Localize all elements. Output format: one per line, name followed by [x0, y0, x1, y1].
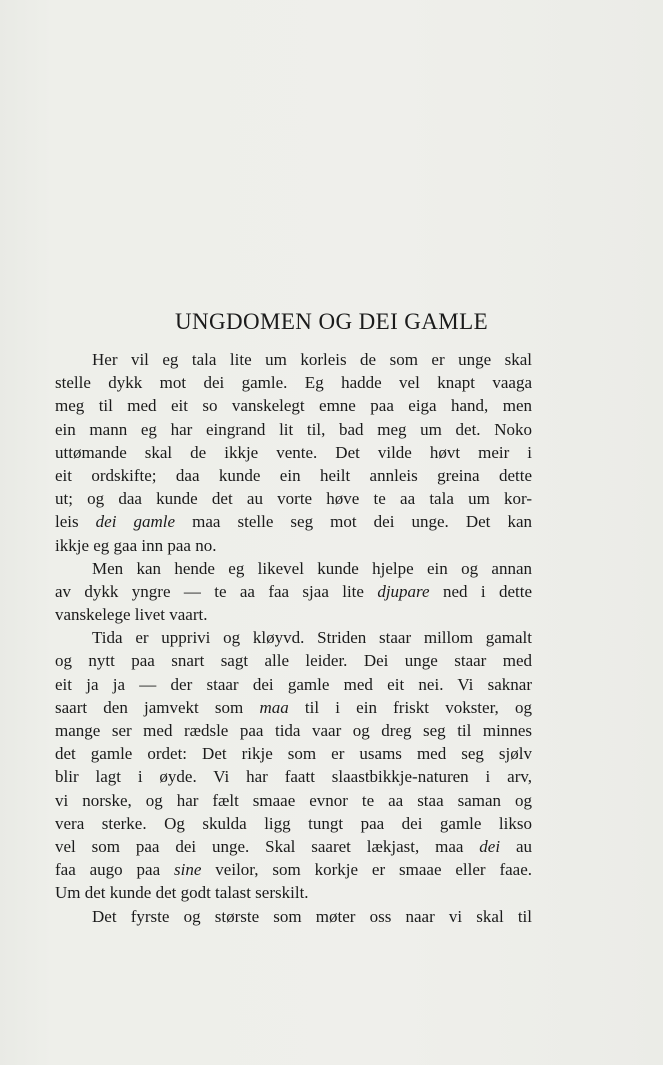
text-run: vel som paa dei unge. Skal saaret lækjast, maa [55, 836, 480, 856]
text-line [55, 696, 532, 719]
text-run: ikkje eg gaa inn paa no. [55, 535, 217, 555]
text-run: uttømande skal de ikkje vente. Det vilde høvt meir i [55, 442, 532, 462]
text-run: mange ser med rædsle paa tida vaar og dreg seg til minnes [55, 721, 532, 740]
text-line [55, 789, 532, 812]
text-line [55, 673, 532, 696]
text-line [55, 418, 532, 441]
text-run: ned i dette [429, 581, 532, 601]
italic-text: dei [479, 836, 501, 856]
text-run: Her vil eg tala lite um korleis de som er unge skal [92, 350, 532, 369]
text-run: Men kan hende eg likevel kunde hjelpe ein og annan [92, 558, 532, 578]
text-run: eit ordskifte; daa kunde ein heilt annleis greina dette [55, 465, 532, 485]
text-line [55, 881, 532, 904]
text-line [55, 510, 532, 533]
text-line [55, 626, 532, 649]
text-line [55, 812, 532, 835]
text-run: faa augo paa [55, 860, 175, 880]
text-line [55, 534, 532, 557]
text-line [55, 348, 532, 371]
text-run: vanskelege livet vaart. [55, 605, 208, 625]
text-run: maa stelle seg mot dei unge. Det kan [175, 512, 532, 532]
text-line [55, 858, 532, 881]
italic-text: sine [174, 860, 202, 880]
text-line [55, 603, 532, 626]
text-run: au [500, 836, 533, 856]
text-run: av dykk yngre — te aa faa sjaa lite [55, 581, 378, 601]
text-run: veilor, som korkje er smaae eller faae. [201, 860, 532, 880]
text-line [55, 719, 532, 742]
text-run: ein mann eg har eingrand lit til, bad meg um det. Noko [55, 419, 532, 439]
text-run: Um det kunde det godt talast serskilt. [55, 883, 309, 903]
text-run: vera sterke. Og skulda ligg tungt paa dei gamle likso [55, 813, 532, 833]
text-line [55, 371, 532, 394]
text-line [55, 464, 532, 487]
text-line [55, 649, 532, 672]
text-line [55, 765, 532, 788]
text-run: til i ein friskt vokster, og [288, 697, 532, 717]
text-line [55, 835, 532, 858]
text-run: stelle dykk mot dei gamle. Eg hadde vel knapt vaaga [55, 373, 532, 393]
text-run: og nytt paa snart sagt alle leider. Dei unge staar med [55, 651, 532, 671]
text-run: det gamle ordet: Det rikje som er usams med seg sjølv [55, 744, 532, 764]
text-line [55, 742, 532, 765]
text-run: meg til med eit so vanskelegt emne paa eiga hand, men [55, 396, 532, 416]
text-run: blir lagt i øyde. Vi har faatt slaastbikkje-naturen i arv, [55, 767, 532, 787]
text-line [55, 441, 532, 464]
text-run: ut; og daa kunde det au vorte høve te aa tala um kor- [55, 489, 532, 509]
text-line [55, 394, 532, 417]
text-line [55, 905, 532, 928]
text-line [55, 487, 532, 510]
text-run: Det fyrste og største som møter oss naar vi skal til [92, 906, 532, 926]
text-line [55, 580, 532, 603]
text-run: leis [55, 512, 96, 532]
italic-text: dei gamle [95, 512, 176, 532]
text-run: eit ja ja — der staar dei gamle med eit nei. Vi saknar [55, 674, 532, 694]
chapter-title: UNGDOMEN OG DEI GAMLE [174, 309, 489, 334]
body-text [55, 348, 532, 928]
text-run: vi norske, og har fælt smaae evnor te aa staa saman og [55, 790, 532, 810]
text-run: saart den jamvekt som [55, 697, 260, 717]
italic-text: djupare [377, 581, 430, 601]
text-run: Tida er upprivi og kløyvd. Striden staar millom gamalt [92, 628, 532, 648]
italic-text: maa [259, 697, 289, 717]
text-line [55, 557, 532, 580]
